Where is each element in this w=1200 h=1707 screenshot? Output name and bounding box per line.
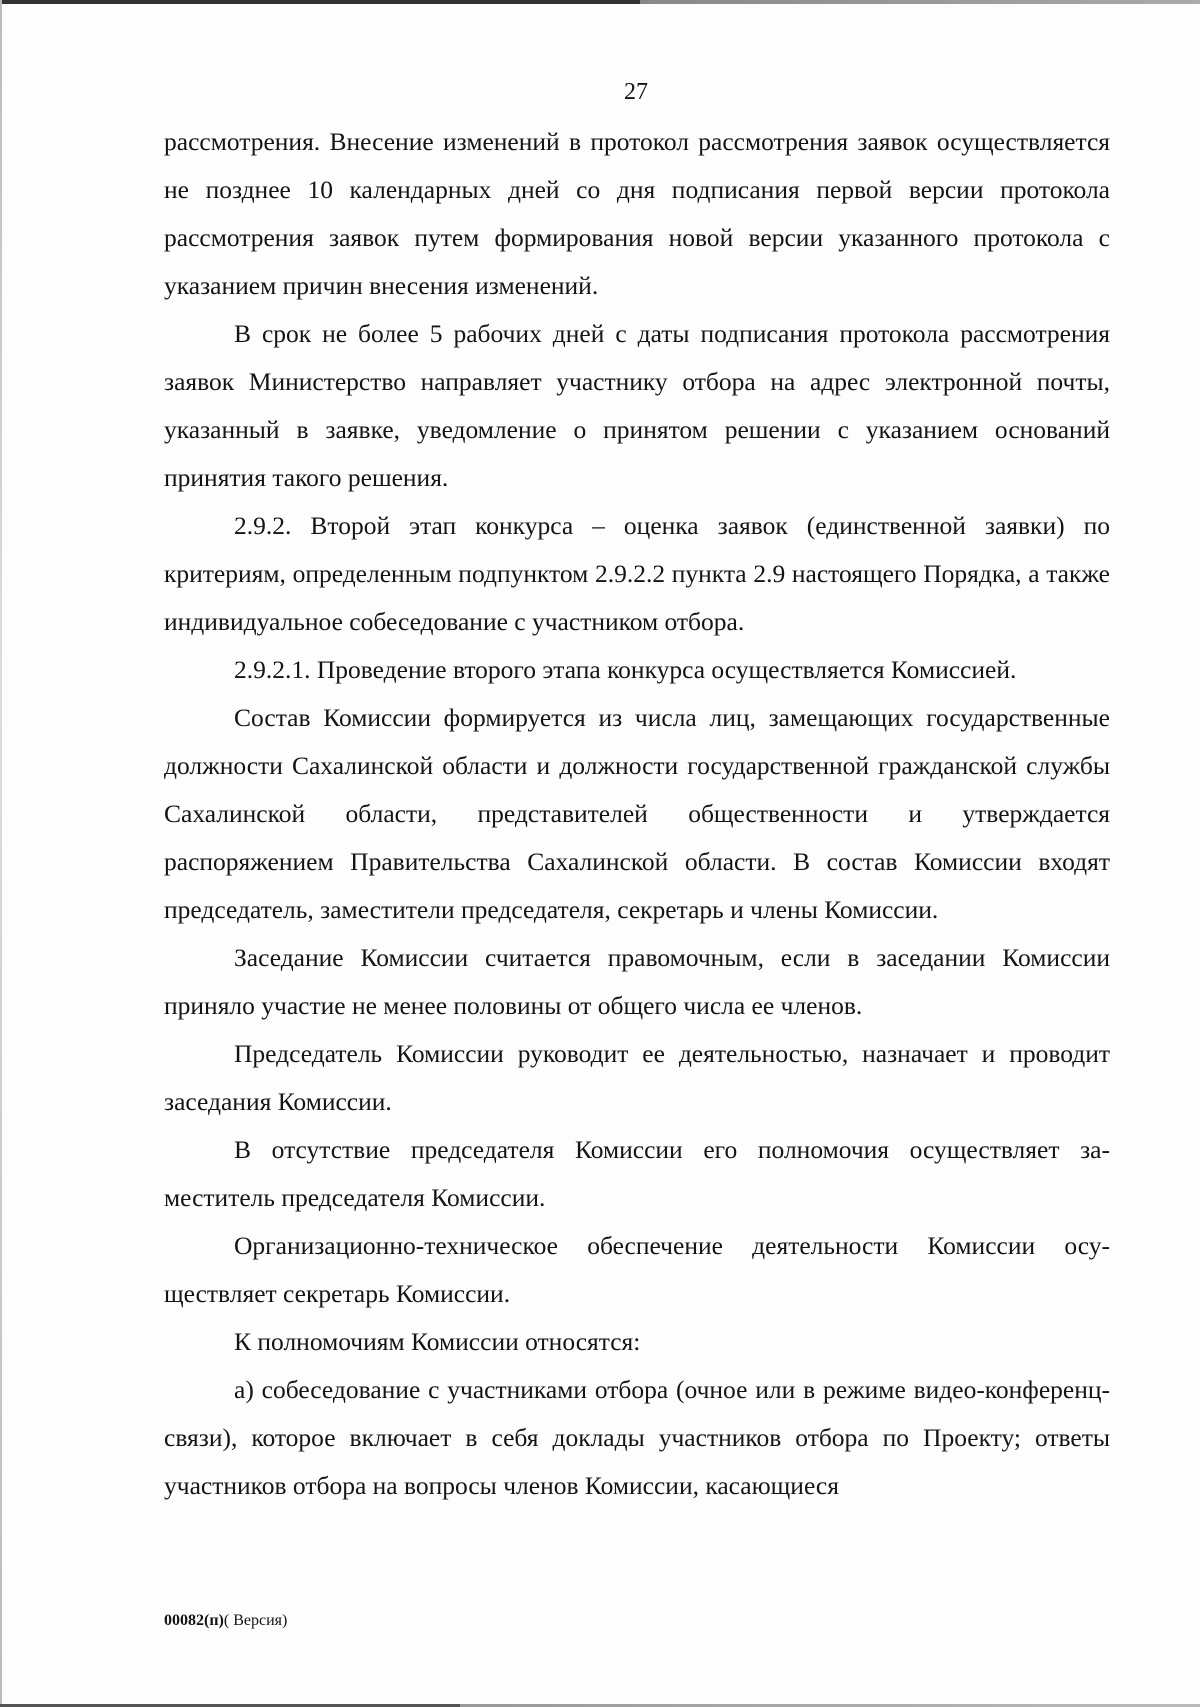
page-number: 27 (624, 79, 648, 105)
paragraph-powers-item-a: а) собеседование с участниками отбора (очное или в режиме видео-конференц-связи), которое включает в себя доклады участников отбора по Проекту; ответы участников отбора на вопросы членов Комиссии, касающиеся (164, 1375, 1110, 1500)
paragraph-secretary: Организационно-техническое обеспечение деятельности Комиссии осуществляет секретарь Комиссии. (164, 1231, 1110, 1308)
document-body (164, 118, 1110, 1510)
paragraph-powers-heading: К полномочиям Комиссии относятся: (234, 1327, 641, 1356)
paragraph-deputy: В отсутствие председателя Комиссии его полномочия осуществляет заместитель председателя Комиссии. (164, 1135, 1110, 1212)
document-version: ( Версия) (223, 1612, 288, 1629)
paragraph-continuation: рассмотрения. Внесение изменений в протокол рассмотрения заявок осуществляется не позднее 10 календарных дней со дня подписания первой версии протокола рассмотрения заявок путем формирования новой версии указанного протокола с указанием причин внесения изменений. (164, 127, 1110, 300)
paragraph-commission-composition: Состав Комиссии формируется из числа лиц, замещающих государственные должности Сахалинской области и должности государственной гражданской службы Сахалинской области, представителей общественности и утверждается распоряжением Правительства Сахалинской области. В состав Комиссии входят председатель, заместители председателя, секретарь и члены Комиссии. (164, 703, 1110, 924)
scan-border-top (0, 0, 1200, 4)
paragraph-quorum: Заседание Комиссии считается правомочным, если в заседании Комиссии приняло участие не менее половины от общего числа ее членов. (164, 943, 1110, 1020)
paragraph-2-9-2-1: 2.9.2.1. Проведение второго этапа конкурса осуществляется Комиссией. (234, 655, 1017, 684)
scan-border-left (0, 0, 2, 1707)
document-code: 00082(п) (164, 1612, 224, 1629)
paragraph-chairman: Председатель Комиссии руководит ее деятельностью, назначает и проводит заседания Комиссии. (164, 1039, 1110, 1116)
paragraph-notification: В срок не более 5 рабочих дней с даты подписания протокола рассмотрения заявок Министерство направляет участнику отбора на адрес электронной почты, указанный в заявке, уведомление о принятом решении с указанием оснований принятия такого решения. (164, 319, 1110, 492)
document-footer (164, 1611, 287, 1631)
paragraph-second-stage: 2.9.2. Второй этап конкурса – оценка заявок (единственной заявки) по критериям, определенным подпунктом 2.9.2.2 пункта 2.9 настоящего Порядка, а также индивидуальное собеседование с участником отбора. (164, 511, 1110, 636)
